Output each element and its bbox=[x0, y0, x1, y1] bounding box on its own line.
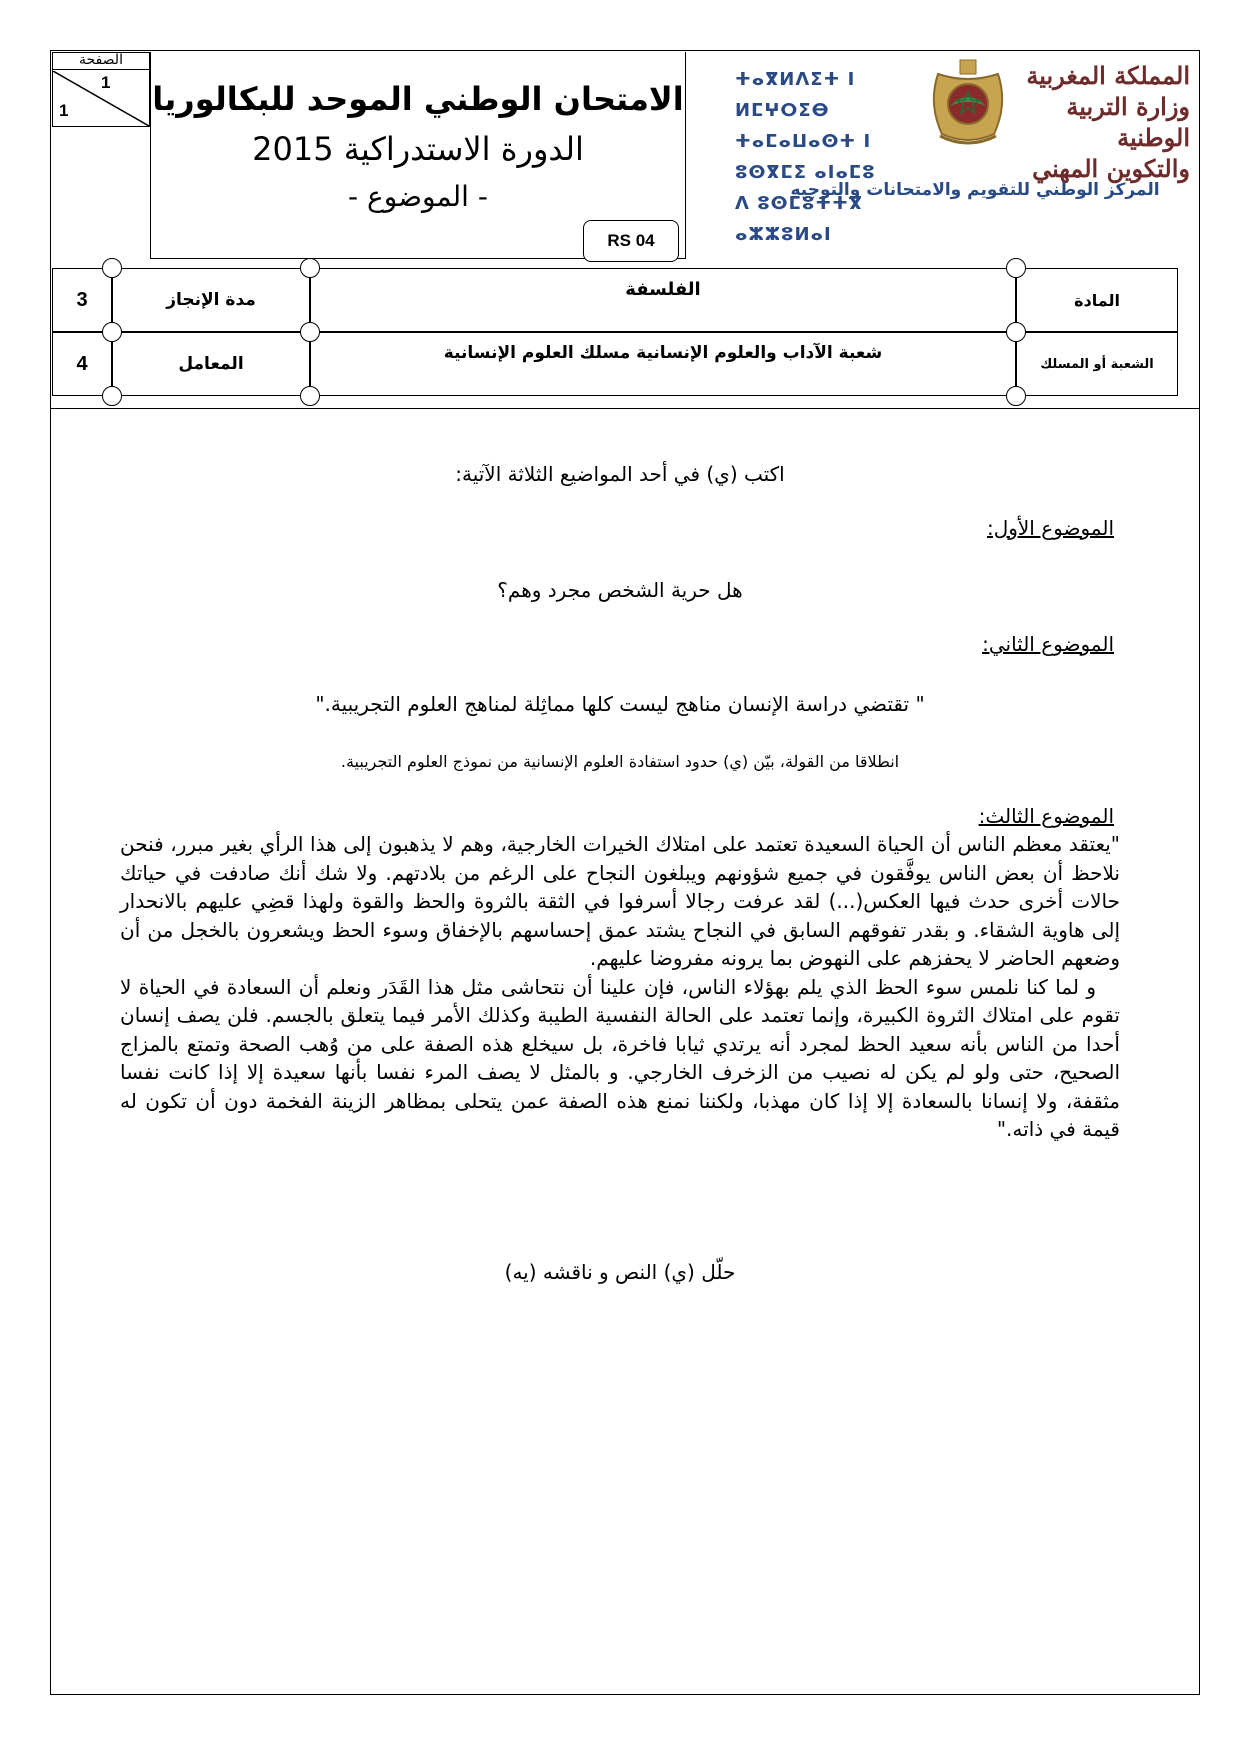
corner-knob bbox=[1006, 386, 1026, 406]
tifinagh-ministry-name bbox=[735, 64, 935, 250]
topic3-paragraph: و لما كنا نلمس سوء الحظ الذي يلم بهؤلاء الناس، فإن علينا أن نتحاشى مثل هذا القَدَر ونعلم أن السعادة في الحياة لا تقوم على امتلاك الثروة الكبيرة، وإنما تعتمد على الحالة النفسية الطيبة وكذلك الأمر فيما يتعلق بالجسم. فلن يصف إنسان أحدا من الناس بأنه سعيد الحظ لمجرد أنه يرتدي ثيابا فاخرة، بل سيخلع هذه الصفة على من وُهب الصحة وتمتع بالمزاج الصحيح، حتى ولو لم يكن له نصيب من الزخرف الخارجي. و بالمثل لا يصف المرء نفسا بأنها سعيدة إلا إذا كانت نفسا مثقفة، ولا إنسانا بالسعادة إلا إذا كان مهذبا، ولكننا نمنع هذه الصفة عمن يتحلى بمظاهر الزينة الفخمة دون أن تكون له قيمة في ذاته." bbox=[120, 974, 1120, 1141]
kingdom-line: المملكة المغربية bbox=[1026, 61, 1190, 90]
subject-label: المادة bbox=[1016, 268, 1178, 332]
ministry-line: وزارة التربية الوطنية bbox=[1066, 92, 1190, 152]
tifinagh-line: ⵜⴰⵎⴰⵡⴰⵙⵜ ⵏ ⵓⵙⴳⵎⵉ ⴰⵏⴰⵎⵓ bbox=[735, 131, 876, 183]
center-name: المركز الوطني للتقويم والامتحانات والتوجيه bbox=[790, 180, 1160, 200]
duration-value: 3 bbox=[52, 268, 112, 332]
exam-title: الامتحان الوطني الموحد للبكالوريا bbox=[152, 80, 684, 118]
topic2-quote: " تقتضي دراسة الإنسان مناهج ليست كلها مماثِلة لمناهج العلوم التجريبية." bbox=[315, 692, 925, 716]
exam-info-table bbox=[52, 268, 1178, 398]
branch-value: شعبة الآداب والعلوم الإنسانية مسلك العلوم الإنسانية bbox=[310, 332, 1016, 396]
branch-label: الشعبة أو المسلك bbox=[1016, 332, 1178, 396]
topic2-heading: الموضوع الثاني: bbox=[982, 632, 1114, 656]
topic1-question: هل حرية الشخص مجرد وهم؟ bbox=[497, 578, 743, 602]
corner-knob bbox=[102, 386, 122, 406]
topic1-heading: الموضوع الأول: bbox=[986, 516, 1114, 540]
topic3-heading: الموضوع الثالث: bbox=[978, 804, 1114, 828]
coefficient-label: المعامل bbox=[112, 332, 310, 396]
exam-session: الدورة الاستدراكية 2015 bbox=[252, 130, 584, 168]
header-divider bbox=[50, 408, 1200, 409]
page-number: 1 bbox=[101, 73, 111, 92]
corner-knob bbox=[102, 258, 122, 278]
topic3-paragraph: "يعتقد معظم الناس أن الحياة السعيدة تعتمد على امتلاك الخيرات الخارجية، وهم لا يذهبون إلى هذا الرأي بغير مبرر، فنحن نلاحظ أن بعض الناس يوفَّقون في جميع شؤونهم ويبلغون النجاح على الرغم من بلادتهم. ولا شك أنك صادفت في حياتك حالات أخرى حدث فيها العكس(...) لقد عرفت رجالا أسرفوا في الثقة بالثروة والحظ والقوة ولهذا قضِي عليهم بالانحدار إلى هاوية الشقاء. و بقدر تفوقهم السابق في النجاح يشتد عمق إحساسهم بالإخفاق وسوء الحظ ويشعرون بالخجل من أن وضعهم الحاضر لا يحفزهم على النهوض بما يرونه مفروضا عليهم. bbox=[120, 832, 1120, 970]
subject-type: - الموضوع - bbox=[348, 180, 488, 213]
tifinagh-line: ⴷ ⵓⵙⵎⵓⵜⵜⴳ ⴰⵣⵣⵓⵍⴰⵏ bbox=[735, 193, 863, 245]
page-label: الصفحة bbox=[53, 51, 149, 70]
corner-knob bbox=[300, 258, 320, 278]
tifinagh-line: ⵜⴰⴳⵍⴷⵉⵜ ⵏ ⵍⵎⵖⵔⵉⴱ bbox=[735, 69, 856, 121]
instructions-intro: اكتب (ي) في أحد المواضيع الثلاثة الآتية: bbox=[455, 462, 785, 486]
ministry-line: والتكوين المهني bbox=[1032, 154, 1190, 183]
exam-code: RS 04 bbox=[583, 220, 679, 262]
corner-knob bbox=[1006, 258, 1026, 278]
topic2-instruction: انطلاقا من القولة، بيّن (ي) حدود استفادة العلوم الإنسانية من نموذج العلوم التجريبية. bbox=[340, 752, 900, 771]
corner-knob bbox=[1006, 322, 1026, 342]
page-total: 1 bbox=[59, 101, 69, 120]
subject-value: الفلسفة bbox=[310, 268, 1016, 332]
coefficient-value: 4 bbox=[52, 332, 112, 396]
corner-knob bbox=[102, 322, 122, 342]
ministry-name bbox=[1010, 60, 1190, 184]
page-number-box bbox=[52, 52, 150, 127]
duration-label: مدة الإنجاز bbox=[112, 268, 310, 332]
topic3-text bbox=[120, 830, 1120, 1144]
topic3-instruction: حلّل (ي) النص و ناقشه (يه) bbox=[504, 1260, 736, 1284]
coat-of-arms-icon bbox=[920, 54, 1016, 150]
corner-knob bbox=[300, 322, 320, 342]
corner-knob bbox=[300, 386, 320, 406]
